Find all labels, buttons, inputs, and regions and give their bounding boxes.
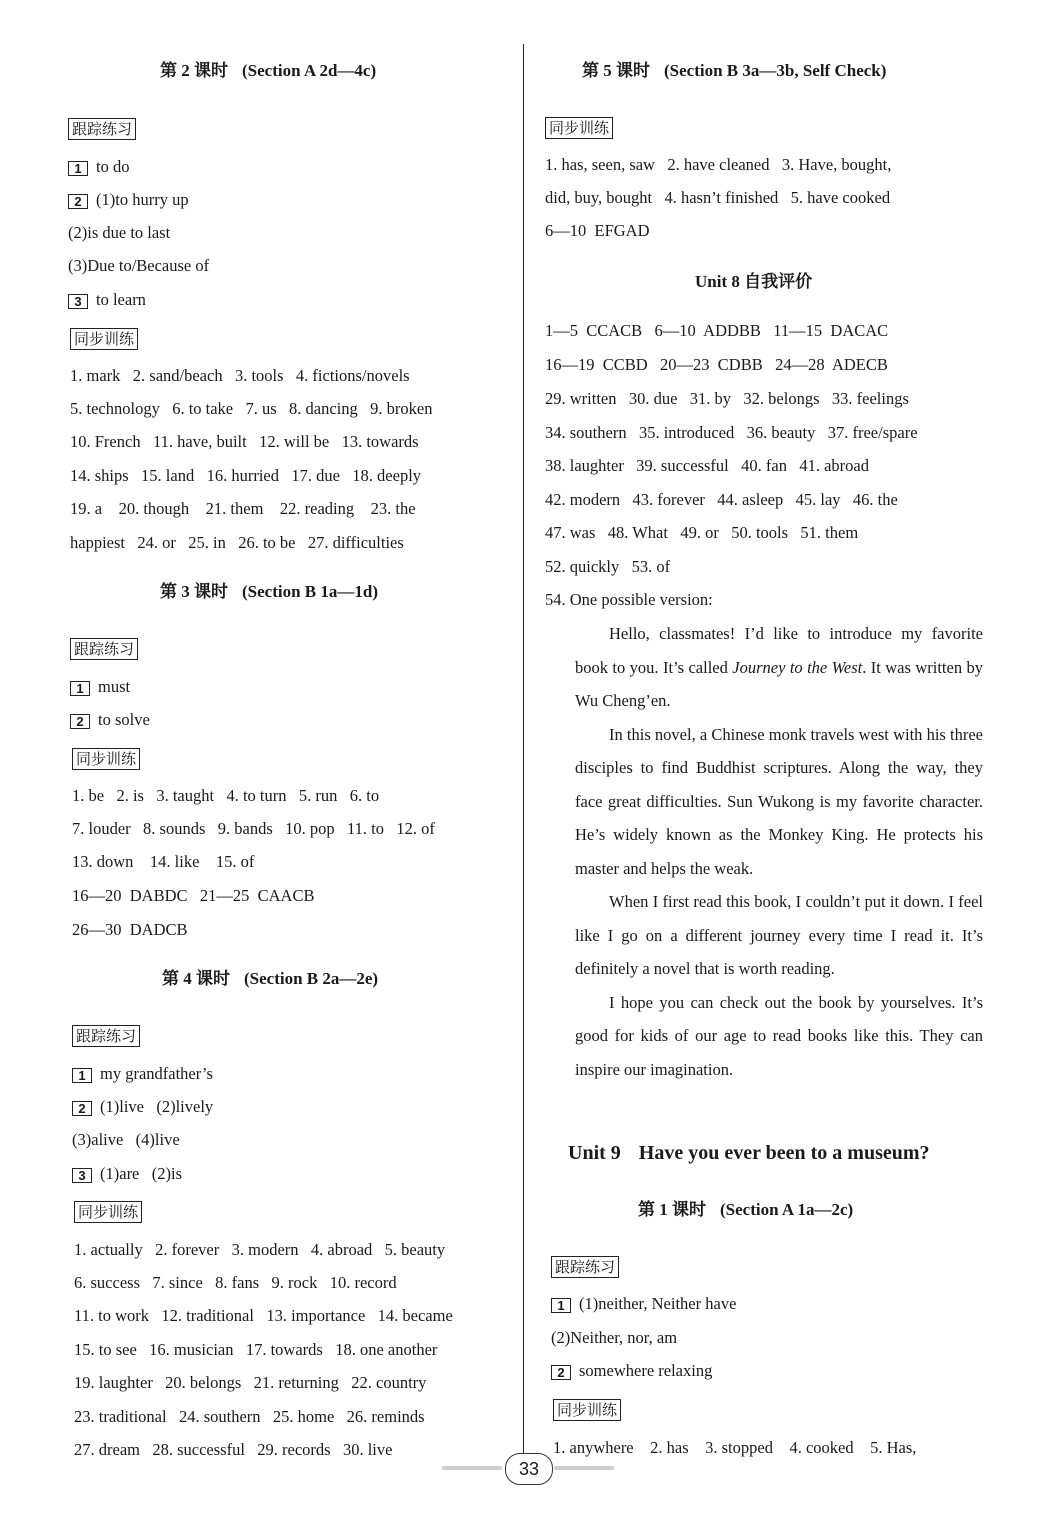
section-label: (Section B 1a—1d): [242, 582, 378, 601]
item-number-box: 1: [70, 681, 90, 696]
tracking-practice-tag: 跟踪练习: [551, 1256, 619, 1278]
tracking-practice-tag: 跟踪练习: [70, 638, 138, 660]
tracking-practice-tag: 跟踪练习: [68, 118, 136, 140]
list-item: (3)Due to/Because of: [68, 256, 210, 275]
answer-line: 1. be 2. is 3. taught 4. to turn 5. run 6. to: [72, 786, 380, 805]
item-number-box: 1: [72, 1068, 92, 1083]
unit-name: Have you ever been to a museum?: [638, 1142, 930, 1164]
answer-line: 52. quickly 53. of: [545, 557, 671, 576]
list-item: (2)is due to last: [68, 223, 171, 242]
page-number-ornament: [442, 1466, 502, 1470]
list-item: [551, 1361, 712, 1381]
lesson-3-title: [160, 581, 378, 603]
item-number-box: 3: [68, 294, 88, 309]
list-item: [68, 190, 189, 210]
answer-line: 1. has, seen, saw 2. have cleaned 3. Have, bought,: [545, 155, 892, 174]
section-label: (Section A 1a—2c): [720, 1200, 854, 1219]
lesson-4-title: [162, 968, 378, 990]
essay-paragraph: I hope you can check out the book by yourselves. It’s good for kids of our age to read books like this. They can inspire our imagination.: [575, 992, 983, 1079]
answer-text: my grandfather’s: [100, 1064, 213, 1083]
lesson-label: 第 1 课时: [638, 1200, 706, 1219]
answer-line: 47. was 48. What 49. or 50. tools 51. them: [545, 523, 859, 542]
essay-text: Hello, classmates! I’d like to introduce my favorite book to you. It’s called: [575, 624, 983, 677]
answer-text: (1)are (2)is: [100, 1164, 183, 1183]
essay-text: . It was written by Wu Cheng’en.: [575, 657, 984, 710]
sample-essay: [575, 617, 983, 1086]
item-number-box: 1: [68, 161, 88, 176]
answer-line: 5. technology 6. to take 7. us 8. dancing 9. broken: [70, 399, 433, 418]
lesson-5-title: [582, 60, 886, 82]
list-item: [70, 710, 150, 730]
answer-line: did, buy, bought 4. hasn’t finished 5. have cooked: [545, 188, 891, 207]
list-item: [70, 677, 130, 697]
sync-training-tag: 同步训练: [74, 1201, 142, 1223]
answer-text: must: [98, 677, 131, 696]
sync-training-tag: 同步训练: [545, 117, 613, 139]
unit-label: Unit 9: [568, 1142, 621, 1164]
item-number-box: 1: [551, 1298, 571, 1313]
book-title: Journey to the West: [732, 657, 863, 677]
sync-training-tag: 同步训练: [553, 1399, 621, 1421]
list-item: [68, 157, 129, 177]
answer-line: 14. ships 15. land 16. hurried 17. due 18. deeply: [70, 466, 422, 485]
essay-paragraph: [575, 617, 983, 718]
answer-text: (1)neither, Neither have: [579, 1294, 737, 1313]
essay-paragraph: In this novel, a Chinese monk travels west with his three disciples to find Buddhist scriptures. Along the way, they face great difficulties. Sun Wukong is my favorite character. He’s widely known as the Monkey King. He protects his master and helps the weak.: [575, 724, 983, 878]
list-item: [551, 1294, 736, 1314]
answer-line: 29. written 30. due 31. by 32. belongs 33. feelings: [545, 389, 909, 408]
section-label: (Section B 3a—3b, Self Check): [664, 61, 887, 80]
answer-line: 38. laughter 39. successful 40. fan 41. abroad: [545, 456, 869, 475]
lesson-label: 第 2 课时: [160, 61, 228, 80]
answer-line: 54. One possible version:: [545, 590, 713, 609]
answer-line: 23. traditional 24. southern 25. home 26. reminds: [74, 1407, 425, 1426]
unit-9-title: [568, 1140, 930, 1166]
answer-line: 1. mark 2. sand/beach 3. tools 4. fictions/novels: [70, 366, 410, 385]
list-item: [72, 1064, 213, 1084]
answer-line: 11. to work 12. traditional 13. importance 14. became: [74, 1306, 453, 1325]
answer-line: 7. louder 8. sounds 9. bands 10. pop 11. to 12. of: [72, 819, 435, 838]
answer-line: 1. actually 2. forever 3. modern 4. abroad 5. beauty: [74, 1240, 446, 1259]
page-number-ornament: [554, 1466, 614, 1470]
item-number-box: 2: [68, 194, 88, 209]
answer-text: to solve: [98, 710, 150, 729]
answer-line: happiest 24. or 25. in 26. to be 27. difficulties: [70, 533, 404, 552]
list-item: (2)Neither, nor, am: [551, 1328, 678, 1347]
answer-text: (1)to hurry up: [96, 190, 189, 209]
answer-line: 6—10 EFGAD: [545, 221, 650, 240]
list-item: [68, 290, 146, 310]
lesson-2-title: [160, 60, 376, 82]
lesson-label: 第 5 课时: [582, 61, 650, 80]
unit-8-review-title: Unit 8 自我评价: [695, 272, 813, 291]
tracking-practice-tag: 跟踪练习: [72, 1025, 140, 1047]
column-divider: [523, 44, 524, 1464]
item-number-box: 3: [72, 1168, 92, 1183]
lesson-label: 第 3 课时: [160, 582, 228, 601]
essay-paragraph: When I first read this book, I couldn’t put it down. I feel like I go on a different journey every time I read it. It’s definitely a novel that is worth reading.: [575, 892, 983, 978]
sync-training-tag: 同步训练: [72, 748, 140, 770]
answer-line: 16—19 CCBD 20—23 CDBB 24—28 ADECB: [545, 355, 888, 374]
answer-line: 1—5 CCACB 6—10 ADDBB 11—15 DACAC: [545, 321, 889, 340]
answer-text: to learn: [96, 290, 146, 309]
sync-training-tag: 同步训练: [70, 328, 138, 350]
list-item: [72, 1097, 213, 1117]
answer-line: 15. to see 16. musician 17. towards 18. one another: [74, 1340, 438, 1359]
item-number-box: 2: [72, 1101, 92, 1116]
answer-line: 1. anywhere 2. has 3. stopped 4. cooked 5. Has,: [553, 1438, 917, 1457]
list-item: [72, 1164, 182, 1184]
list-item: (3)alive (4)live: [72, 1130, 180, 1149]
answer-line: 42. modern 43. forever 44. asleep 45. lay 46. the: [545, 490, 898, 509]
answer-line: 34. southern 35. introduced 36. beauty 37. free/spare: [545, 423, 918, 442]
answer-line: 19. a 20. though 21. them 22. reading 23. the: [70, 499, 416, 518]
page-number: 33: [505, 1453, 553, 1485]
answer-line: 16—20 DABDC 21—25 CAACB: [72, 886, 315, 905]
answer-text: to do: [96, 157, 130, 176]
answer-line: 13. down 14. like 15. of: [72, 852, 255, 871]
answer-text: somewhere relaxing: [579, 1361, 713, 1380]
answer-line: 10. French 11. have, built 12. will be 13. towards: [70, 432, 419, 451]
lesson-1-title: [638, 1199, 853, 1221]
section-label: (Section A 2d—4c): [242, 61, 377, 80]
answer-line: 27. dream 28. successful 29. records 30. live: [74, 1440, 393, 1459]
answer-line: 26—30 DADCB: [72, 920, 188, 939]
answer-line: 6. success 7. since 8. fans 9. rock 10. record: [74, 1273, 397, 1292]
answer-text: (1)live (2)lively: [100, 1097, 214, 1116]
answer-line: 19. laughter 20. belongs 21. returning 22. country: [74, 1373, 427, 1392]
lesson-label: 第 4 课时: [162, 969, 230, 988]
item-number-box: 2: [70, 714, 90, 729]
item-number-box: 2: [551, 1365, 571, 1380]
section-label: (Section B 2a—2e): [244, 969, 379, 988]
